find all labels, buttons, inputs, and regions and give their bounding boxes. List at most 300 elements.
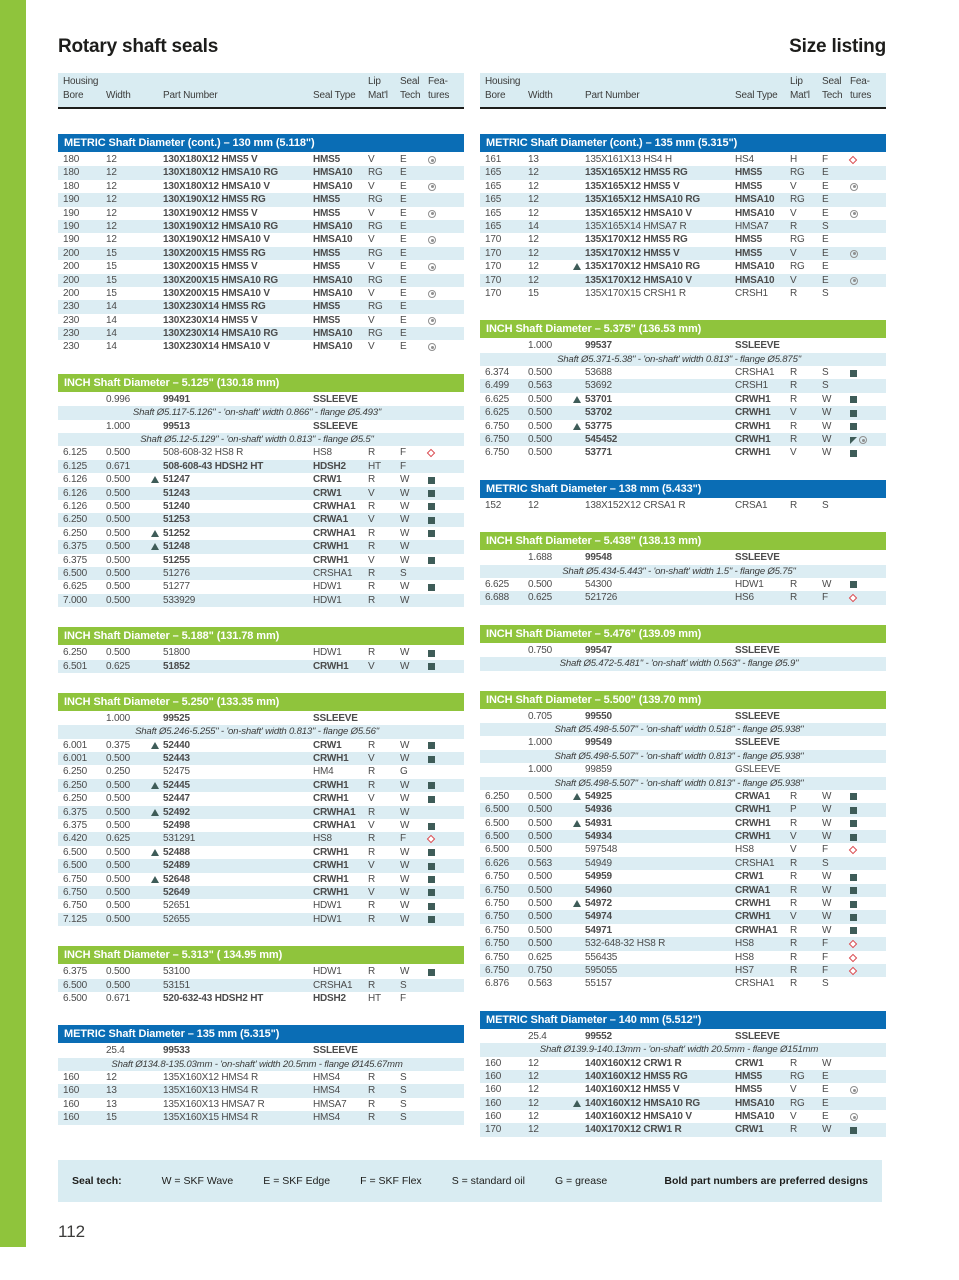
- table-row: [58, 873, 464, 886]
- table-row: [58, 765, 464, 778]
- lip-material-cell: R: [368, 979, 376, 991]
- table-row: [480, 750, 886, 763]
- seal-tech-cell: S: [400, 1085, 407, 1097]
- table-row: [480, 1030, 886, 1043]
- width-cell: 12: [106, 154, 117, 165]
- seal-tech-cell: W: [400, 846, 410, 858]
- seal-tech-cell: E: [822, 247, 829, 259]
- part-number-cell: 99550: [585, 710, 612, 722]
- size-section: [58, 693, 464, 926]
- bore-cell: 170: [485, 234, 502, 246]
- header-fea: Fea-: [428, 76, 448, 87]
- square-icon: [428, 502, 435, 511]
- width-cell: 0.500: [528, 804, 553, 816]
- part-number-cell: 51276: [163, 567, 190, 579]
- seal-tech-cell: W: [400, 554, 410, 566]
- column-header-right: [480, 73, 886, 109]
- preferred-triangle-icon: [573, 263, 581, 270]
- bore-cell: 160: [485, 1084, 502, 1096]
- square-icon: [850, 449, 857, 458]
- lip-material-cell: V: [368, 314, 375, 326]
- seal-type-cell: CRWH1: [313, 660, 349, 672]
- table-row: [480, 420, 886, 433]
- seal-type-cell: CRWHA1: [313, 820, 356, 832]
- table-row: [58, 193, 464, 206]
- lip-material-cell: R: [790, 924, 798, 936]
- seal-type-cell: HDW1: [313, 913, 342, 925]
- table-row: [480, 207, 886, 220]
- part-number-cell: 135X160X13 HMS4 R: [163, 1085, 258, 1097]
- seal-tech-cell: F: [400, 992, 406, 1004]
- bore-cell: 6.750: [485, 938, 510, 950]
- part-number-cell: 140X160X12 HMSA10 V: [585, 1111, 692, 1123]
- square-icon: [428, 848, 435, 857]
- lip-material-cell: V: [790, 274, 797, 286]
- seal-type-cell: CRWH1: [735, 434, 771, 446]
- table-row: [480, 870, 886, 883]
- preferred-triangle-icon: [151, 476, 159, 483]
- table-row: [58, 207, 464, 220]
- seal-tech-cell: E: [822, 261, 829, 273]
- table-row: [58, 646, 464, 659]
- part-number-cell: 54974: [585, 911, 612, 923]
- legend-item-edge: E = SKF Edge: [263, 1175, 331, 1187]
- shaft-note: Shaft Ø5.498-5.507" - 'on-shaft' width 0.518" - flange Ø5.938": [554, 723, 804, 735]
- lip-material-cell: V: [790, 247, 797, 259]
- grease-circle-icon: [850, 249, 858, 258]
- table-row: [480, 763, 886, 776]
- part-number-cell: 54934: [585, 831, 612, 843]
- table-row: [480, 379, 886, 392]
- part-number-cell: 135X160X15 HMS4 R: [163, 1112, 258, 1124]
- seal-type-cell: HMS5: [735, 247, 762, 259]
- table-row: [58, 806, 464, 819]
- part-number-cell: 99552: [585, 1030, 612, 1042]
- table-row: [58, 725, 464, 738]
- square-icon: [428, 888, 435, 897]
- header-bore: Bore: [485, 90, 506, 101]
- seal-tech-cell: E: [400, 314, 407, 326]
- bore-cell: 6.750: [485, 420, 510, 432]
- grease-circle-icon: [428, 316, 436, 325]
- bore-cell: 6.500: [63, 567, 88, 579]
- seal-tech-cell: F: [822, 951, 828, 963]
- bore-cell: 160: [485, 1070, 502, 1082]
- table-row: [480, 551, 886, 564]
- legend-footer: [58, 1160, 882, 1202]
- section-header: INCH Shaft Diameter – 5.313" ( 134.95 mm): [58, 946, 464, 964]
- seal-type-cell: HM4: [313, 766, 334, 778]
- seal-type-cell: HMSA10: [313, 287, 353, 299]
- bore-cell: 200: [63, 274, 80, 286]
- width-cell: 15: [528, 287, 539, 299]
- preferred-triangle-icon: [573, 820, 581, 827]
- bore-cell: 165: [485, 220, 502, 232]
- seal-tech-cell: W: [400, 594, 410, 606]
- bore-cell: 6.375: [63, 806, 88, 818]
- table-row: [58, 540, 464, 553]
- lip-material-cell: V: [790, 1111, 797, 1123]
- lip-material-cell: R: [368, 779, 376, 791]
- lip-material-cell: RG: [790, 234, 805, 246]
- table-row: [480, 803, 886, 816]
- seal-type-cell: CRWH1: [735, 393, 771, 405]
- preferred-triangle-icon: [151, 782, 159, 789]
- width-cell: 25.4: [106, 1045, 125, 1057]
- part-number-cell: 140X160X12 HMSA10 RG: [585, 1097, 700, 1109]
- bore-cell: 160: [485, 1097, 502, 1109]
- table-row: [58, 739, 464, 752]
- preferred-triangle-icon: [151, 876, 159, 883]
- lip-material-cell: V: [368, 753, 375, 765]
- seal-tech-cell: E: [400, 274, 407, 286]
- lip-material-cell: R: [790, 420, 798, 432]
- bore-cell: 190: [63, 207, 80, 219]
- width-cell: 0.625: [106, 833, 131, 845]
- width-cell: 15: [106, 274, 117, 286]
- part-number-cell: 135X165X12 HMS5 RG: [585, 167, 688, 179]
- legend-bold-note: Bold part numbers are preferred designs: [664, 1175, 868, 1187]
- section-header: INCH Shaft Diameter – 5.250" (133.35 mm): [58, 693, 464, 711]
- table-row: [58, 166, 464, 179]
- section-header: INCH Shaft Diameter – 5.125" (130.18 mm): [58, 374, 464, 392]
- seal-type-cell: CRW1: [735, 1124, 764, 1136]
- seal-type-cell: CRWH1: [313, 886, 349, 898]
- table-row: [480, 1123, 886, 1136]
- lip-material-cell: V: [368, 154, 375, 165]
- width-cell: 0.625: [528, 592, 553, 604]
- table-row: [58, 913, 464, 926]
- part-number-cell: 52440: [163, 739, 190, 751]
- square-icon: [850, 395, 857, 404]
- section-header: METRIC Shaft Diameter – 138 mm (5.433"): [480, 480, 886, 498]
- width-cell: 0.671: [106, 460, 131, 472]
- bore-cell: 170: [485, 274, 502, 286]
- width-cell: 12: [528, 1084, 539, 1096]
- seal-type-cell: HMSA10: [735, 207, 775, 219]
- seal-type-cell: CRSHA1: [735, 367, 775, 379]
- width-cell: 0.500: [106, 527, 131, 539]
- table-row: [480, 964, 886, 977]
- seal-tech-cell: E: [822, 207, 829, 219]
- part-number-cell: 595055: [585, 964, 618, 976]
- seal-tech-cell: E: [400, 301, 407, 313]
- header-part-number: Part Number: [163, 90, 218, 101]
- lip-material-cell: RG: [368, 194, 383, 206]
- seal-type-cell: CRSH1: [735, 380, 768, 392]
- square-icon: [850, 422, 857, 431]
- width-cell: 0.500: [528, 790, 553, 802]
- size-section: [480, 480, 886, 512]
- seal-tech-cell: S: [822, 857, 829, 869]
- width-cell: 0.500: [528, 844, 553, 856]
- bore-cell: 6.125: [63, 447, 88, 459]
- width-cell: 0.500: [106, 873, 131, 885]
- table-row: [480, 220, 886, 233]
- seal-tech-cell: W: [400, 860, 410, 872]
- seal-type-cell: HMSA10: [735, 1111, 775, 1123]
- bore-cell: 7.125: [63, 913, 88, 925]
- seal-type-cell: CRW1: [313, 474, 342, 486]
- seal-type-cell: HS7: [735, 964, 754, 976]
- part-number-cell: 52648: [163, 873, 190, 885]
- part-number-cell: 533929: [163, 594, 196, 606]
- width-cell: 0.500: [528, 447, 553, 459]
- seal-type-cell: HDSH2: [313, 992, 346, 1004]
- square-icon: [850, 792, 857, 801]
- seal-type-cell: CRW1: [735, 1057, 764, 1069]
- width-cell: 0.500: [528, 578, 553, 590]
- table-row: [480, 287, 886, 300]
- lip-material-cell: V: [790, 911, 797, 923]
- bore-cell: 160: [485, 1111, 502, 1123]
- seal-tech-cell: E: [822, 167, 829, 179]
- square-icon: [428, 968, 435, 977]
- bore-cell: 6.750: [63, 886, 88, 898]
- seal-type-cell: HMS4: [313, 1072, 340, 1084]
- width-cell: 14: [106, 301, 117, 313]
- part-number-cell: 130X200X15 HMS5 V: [163, 261, 258, 273]
- seal-tech-cell: E: [400, 234, 407, 246]
- seal-type-cell: HMSA10: [735, 261, 775, 273]
- part-number-cell: 130X200X15 HMSA10 V: [163, 287, 270, 299]
- width-cell: 0.500: [106, 541, 131, 553]
- seal-tech-cell: W: [822, 420, 832, 432]
- size-section: [480, 625, 886, 671]
- lip-material-cell: P: [790, 804, 797, 816]
- width-cell: 0.671: [106, 992, 131, 1004]
- lip-material-cell: V: [790, 407, 797, 419]
- seal-tech-cell: W: [400, 966, 410, 978]
- table-row: [480, 406, 886, 419]
- seal-type-cell: CRSHA1: [313, 979, 353, 991]
- part-number-cell: 130X190X12 HMS5 V: [163, 207, 258, 219]
- part-number-cell: 130X230X14 HMS5 RG: [163, 301, 266, 313]
- seal-type-cell: HMSA10: [735, 274, 775, 286]
- seal-tech-cell: E: [400, 341, 407, 353]
- table-row: [480, 393, 886, 406]
- seal-tech-cell: E: [822, 1070, 829, 1082]
- square-icon: [850, 580, 857, 589]
- bore-cell: 6.001: [63, 753, 88, 765]
- table-row: [480, 233, 886, 246]
- width-cell: 0.500: [528, 924, 553, 936]
- square-icon: [850, 900, 857, 909]
- width-cell: 12: [528, 194, 539, 206]
- size-section: [58, 374, 464, 607]
- table-row: [58, 153, 464, 166]
- width-cell: 12: [528, 207, 539, 219]
- seal-type-cell: CRWHA1: [313, 500, 356, 512]
- bore-cell: 190: [63, 220, 80, 232]
- part-number-cell: 52488: [163, 846, 190, 858]
- bore-cell: 6.250: [63, 514, 88, 526]
- width-cell: 0.500: [528, 407, 553, 419]
- table-row: [480, 657, 886, 670]
- part-number-cell: 532-648-32 HS8 R: [585, 938, 666, 950]
- table-row: [58, 1084, 464, 1097]
- table-row: [58, 859, 464, 872]
- width-cell: 0.750: [528, 644, 553, 656]
- seal-type-cell: HMSA10: [735, 194, 775, 206]
- lip-material-cell: R: [368, 873, 376, 885]
- bore-cell: 6.625: [485, 578, 510, 590]
- grease-circle-icon: [850, 182, 858, 191]
- table-row: [58, 886, 464, 899]
- seal-type-cell: CRW1: [735, 871, 764, 883]
- size-section: [58, 1025, 464, 1124]
- square-icon: [428, 755, 435, 764]
- seal-tech-cell: W: [822, 1057, 832, 1069]
- bore-cell: 6.750: [485, 447, 510, 459]
- lip-material-cell: R: [368, 647, 376, 659]
- bore-cell: 6.250: [63, 779, 88, 791]
- table-row: [480, 260, 886, 273]
- bore-cell: 6.375: [63, 541, 88, 553]
- bore-cell: 6.375: [63, 966, 88, 978]
- table-row: [58, 180, 464, 193]
- grease-circle-icon: [428, 263, 436, 272]
- table-row: [58, 1098, 464, 1111]
- seal-tech-cell: W: [400, 779, 410, 791]
- section-header: INCH Shaft Diameter – 5.375" (136.53 mm): [480, 320, 886, 338]
- table-row: [58, 819, 464, 832]
- part-number-cell: 135X165X14 HMSA7 R: [585, 220, 687, 232]
- table-row: [58, 554, 464, 567]
- seal-type-cell: GSLEEVE: [735, 764, 781, 776]
- width-cell: 15: [106, 247, 117, 259]
- table-row: [480, 193, 886, 206]
- seal-tech-cell: W: [822, 434, 832, 446]
- width-cell: 15: [106, 1112, 117, 1124]
- width-cell: 0.500: [106, 979, 131, 991]
- table-row: [58, 779, 464, 792]
- width-cell: 14: [106, 341, 117, 353]
- seal-type-cell: SSLEEVE: [313, 393, 358, 405]
- part-number-cell: 140X170X12 CRW1 R: [585, 1124, 682, 1136]
- lip-material-cell: R: [790, 367, 798, 379]
- width-cell: 1.000: [528, 340, 553, 352]
- seal-tech-cell: E: [822, 1111, 829, 1123]
- size-section: [58, 134, 464, 354]
- grease-circle-icon: [428, 182, 436, 191]
- table-row: [58, 846, 464, 859]
- width-cell: 0.500: [106, 820, 131, 832]
- part-number-cell: 54936: [585, 804, 612, 816]
- table-row: [480, 153, 886, 166]
- part-number-cell: 130X180X12 HMSA10 RG: [163, 167, 278, 179]
- lip-material-cell: R: [368, 846, 376, 858]
- table-row: [480, 1083, 886, 1096]
- width-cell: 12: [106, 1072, 117, 1084]
- part-number-cell: 51800: [163, 647, 190, 659]
- seal-type-cell: CRWA1: [313, 514, 348, 526]
- seal-tech-cell: W: [400, 581, 410, 593]
- lip-material-cell: HT: [368, 992, 381, 1004]
- lip-material-cell: R: [790, 978, 798, 990]
- seal-tech-cell: W: [822, 578, 832, 590]
- seal-type-cell: SSLEEVE: [735, 552, 780, 564]
- shaft-note: Shaft Ø5.12-5.129" - 'on-shaft' width 0.813" - flange Ø5.5": [140, 434, 374, 446]
- seal-type-cell: CRWH1: [735, 911, 771, 923]
- size-section: [480, 320, 886, 460]
- table-row: [480, 723, 886, 736]
- part-number-cell: 531291: [163, 833, 196, 845]
- part-number-cell: 53100: [163, 966, 190, 978]
- table-row: [480, 937, 886, 950]
- header-fea: Fea-: [850, 76, 870, 87]
- lip-material-cell: V: [790, 831, 797, 843]
- bore-cell: 6.250: [63, 766, 88, 778]
- table-row: [58, 473, 464, 486]
- lip-material-cell: V: [368, 180, 375, 192]
- header-width: Width: [528, 90, 553, 101]
- table-row: [58, 979, 464, 992]
- seal-type-cell: CRWH1: [313, 793, 349, 805]
- seal-type-cell: HMS5: [735, 167, 762, 179]
- part-number-cell: 54925: [585, 790, 612, 802]
- grease-circle-icon: [850, 1086, 858, 1095]
- part-number-cell: 51253: [163, 514, 190, 526]
- width-cell: 0.500: [528, 831, 553, 843]
- lip-material-cell: R: [790, 884, 798, 896]
- seal-type-cell: HDW1: [313, 581, 342, 593]
- bore-cell: 6.750: [63, 873, 88, 885]
- width-cell: 12: [528, 1070, 539, 1082]
- seal-tech-cell: E: [822, 1097, 829, 1109]
- part-number-cell: 135X170X12 HMSA10 RG: [585, 261, 700, 273]
- table-row: [58, 406, 464, 419]
- part-number-cell: 52475: [163, 766, 190, 778]
- preferred-triangle-icon: [151, 809, 159, 816]
- table-row: [58, 899, 464, 912]
- table-row: [480, 924, 886, 937]
- seal-tech-cell: W: [400, 541, 410, 553]
- bore-cell: 152: [485, 499, 502, 511]
- table-row: [58, 233, 464, 246]
- lip-material-cell: R: [368, 447, 376, 459]
- width-cell: 0.563: [528, 978, 553, 990]
- page-number: 112: [58, 1222, 86, 1241]
- table-row: [58, 260, 464, 273]
- table-row: [58, 247, 464, 260]
- lip-material-cell: R: [790, 964, 798, 976]
- width-cell: 12: [106, 194, 117, 206]
- lip-material-cell: RG: [368, 167, 383, 179]
- seal-tech-cell: W: [822, 447, 832, 459]
- table-row: [480, 884, 886, 897]
- width-cell: 0.500: [528, 420, 553, 432]
- shaft-note: Shaft Ø5.117-5.126" - 'on-shaft' width 0.866" - flange Ø5.493": [132, 407, 382, 419]
- table-row: [58, 712, 464, 725]
- width-cell: 12: [528, 167, 539, 179]
- lip-material-cell: R: [368, 806, 376, 818]
- table-row: [480, 1043, 886, 1056]
- square-icon: [850, 873, 857, 882]
- seal-type-cell: HDW1: [313, 900, 342, 912]
- table-row: [58, 594, 464, 607]
- table-row: [58, 433, 464, 446]
- grease-circle-icon: [850, 209, 858, 218]
- part-number-cell: 99548: [585, 552, 612, 564]
- table-row: [480, 951, 886, 964]
- width-cell: 0.500: [528, 367, 553, 379]
- part-number-cell: 53701: [585, 393, 612, 405]
- seal-tech-cell: S: [400, 979, 407, 991]
- part-number-cell: 53692: [585, 380, 612, 392]
- table-row: [58, 460, 464, 473]
- seal-type-cell: CRSA1: [735, 499, 768, 511]
